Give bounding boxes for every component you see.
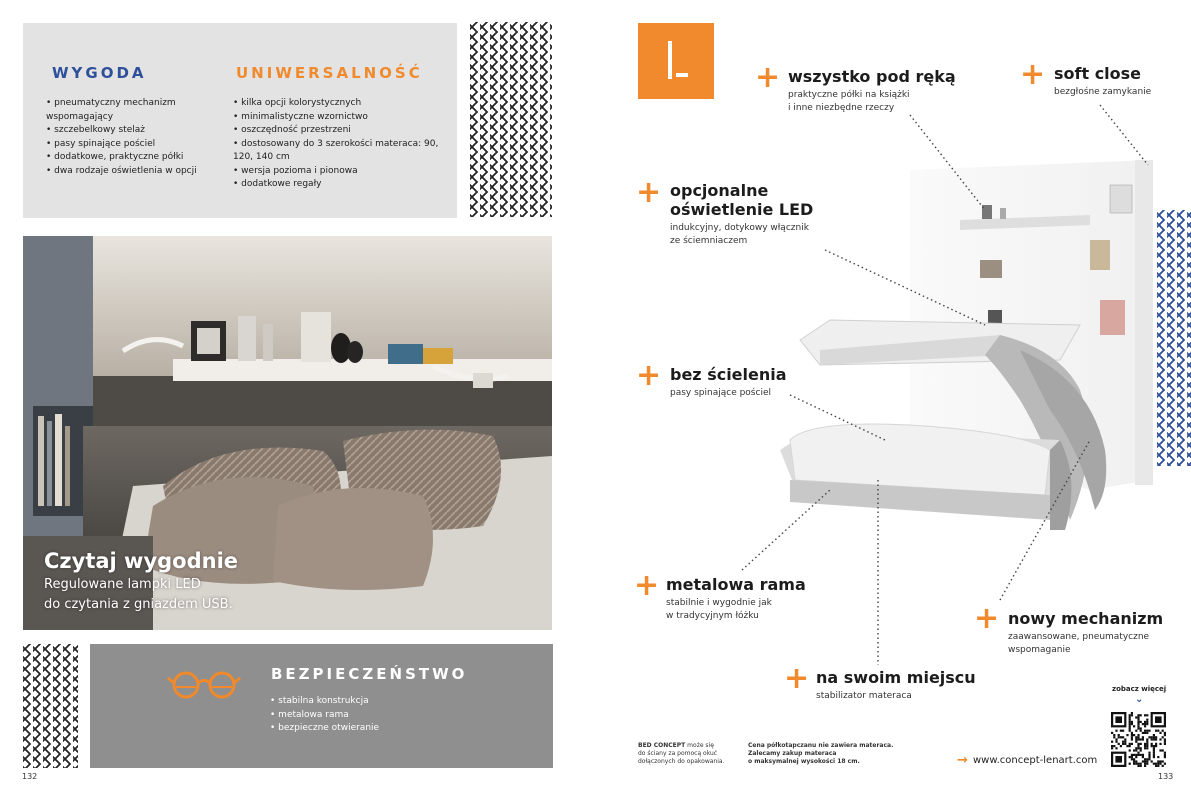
footnote1-line1: może się [685, 742, 714, 749]
uniwersalnosc-item: • dostosowany do 3 szerokości materaca: 90, 120, 140 cm [233, 138, 443, 165]
uniwersalnosc-item: • dodatkowe regały [233, 178, 443, 192]
zobacz-wiecej-label: zobacz więcej [1112, 685, 1167, 693]
feature-mechanizm-desc1: zaawansowane, pneumatyczne [1008, 632, 1150, 642]
footnote1-line3: dołączonych do opakowania. [638, 758, 725, 765]
feature-mechanizm-desc2: wspomaganie [1008, 645, 1071, 655]
feature-rama-desc1: stabilnie i wygodnie jak [666, 598, 772, 608]
zigzag-pattern-bottom-left [23, 644, 78, 768]
photo-caption-title: Czytaj wygodnie [44, 549, 239, 573]
glasses-icon [165, 664, 245, 708]
qr-code[interactable] [1111, 712, 1166, 767]
page-number-left: 132 [22, 772, 38, 781]
photo-caption-line2: do czytania z gniazdem USB. [44, 597, 233, 612]
wygoda-item: • dodatkowe, praktyczne półki [46, 151, 221, 165]
arrow-right-icon: → [957, 753, 968, 768]
uniwersalnosc-item: • minimalistyczne wzornictwo [233, 111, 443, 125]
feature-wszystko-desc2: i inne niezbędne rzeczy [788, 103, 895, 113]
feature-softclose-title: soft close [1054, 64, 1142, 83]
uniwersalnosc-list [233, 97, 443, 192]
bezpieczenstwo-item: • stabilna konstrukcja [270, 695, 490, 709]
feature-bez-desc1: pasy spinające pościel [670, 388, 771, 398]
uniwersalnosc-item: • wersja pozioma i pionowa [233, 165, 443, 179]
feature-led-desc1: indukcyjny, dotykowy włącznik [670, 223, 809, 233]
plus-icon: + [1020, 57, 1046, 92]
uniwersalnosc-item: • kilka opcji kolorystycznych [233, 97, 443, 111]
footnote2-line3: o maksymalnej wysokości 18 cm. [748, 758, 860, 765]
wygoda-item: • dwa rodzaje oświetlenia w opcji [46, 165, 221, 179]
feature-led-title1: opcjonalne [670, 181, 769, 200]
feature-rama-title: metalowa rama [666, 575, 806, 594]
footnote2-line1: Cena półkotapczanu nie zawiera materaca. [748, 742, 894, 749]
bezpieczenstwo-list [270, 695, 490, 736]
footnote-mattress [748, 742, 898, 766]
plus-icon: + [784, 661, 810, 696]
feature-miejscu-title: na swoim miejscu [816, 668, 976, 687]
feature-miejscu-desc1: stabilizator materaca [816, 691, 912, 701]
plus-icon: + [634, 568, 660, 603]
wygoda-list [46, 97, 221, 178]
feature-led-title2: oświetlenie LED [670, 200, 814, 219]
bezpieczenstwo-heading: BEZPIECZEŃSTWO [271, 665, 468, 683]
feature-wszystko-desc1: praktyczne półki na książki [788, 90, 910, 100]
feature-softclose-desc1: bezgłośne zamykanie [1054, 87, 1152, 97]
wygoda-item: • szczebelkowy stelaż [46, 124, 221, 138]
page-number-right: 133 [1158, 772, 1174, 781]
feature-mechanizm-title: nowy mechanizm [1008, 609, 1164, 628]
uniwersalnosc-item: • oszczędność przestrzeni [233, 124, 443, 138]
bezpieczenstwo-item: • metalowa rama [270, 709, 490, 723]
zigzag-pattern-top-left [470, 22, 552, 217]
footnote-brand: BED CONCEPT [638, 742, 686, 749]
plus-icon: + [636, 175, 662, 210]
footnote-mounting [638, 742, 743, 766]
wygoda-heading: WYGODA [52, 64, 147, 82]
feature-led-desc2: ze ściemniaczem [670, 236, 748, 246]
wall-bed-illustration [760, 150, 1170, 560]
feature-wszystko-title: wszystko pod ręką [788, 67, 956, 86]
plus-icon: + [755, 60, 781, 95]
feature-bez-title: bez ścielenia [670, 365, 787, 384]
wygoda-item: • pneumatyczny mechanizm wspomagający [46, 97, 221, 124]
plus-icon: + [636, 358, 662, 393]
feature-rama-desc2: w tradycyjnym łóżku [666, 611, 759, 621]
photo-caption-line1: Regulowane lampki LED [44, 577, 201, 592]
wygoda-item: • pasy spinające pościel [46, 138, 221, 152]
chevron-down-icon: ⌄ [1135, 694, 1144, 705]
website-link[interactable]: www.concept-lenart.com [973, 755, 1098, 766]
footnote1-line2: do ściany za pomocą okuć [638, 750, 718, 757]
uniwersalnosc-heading: UNIWERSALNOŚĆ [236, 64, 423, 82]
footnote2-line2: Zalecamy zakup materaca [748, 750, 837, 757]
bezpieczenstwo-item: • bezpieczne otwieranie [270, 722, 490, 736]
brand-logo [638, 23, 714, 99]
plus-icon: + [974, 601, 1000, 636]
